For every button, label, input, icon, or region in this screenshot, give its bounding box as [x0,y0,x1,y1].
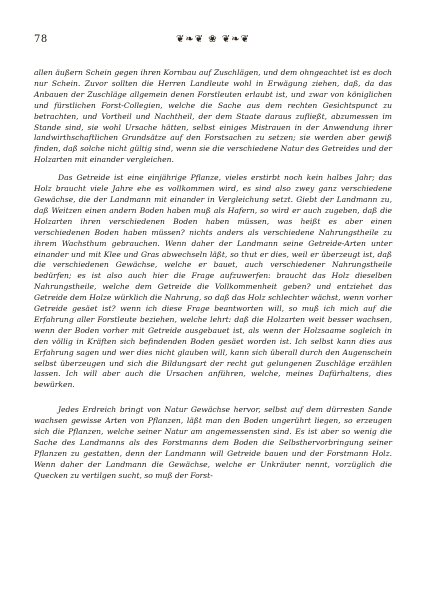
body-text [34,68,392,482]
paragraph-2: Das Getreide ist eine einjährige Pflanze, vieles erstirbt noch kein halbes Jahr; das Holz braucht viele Jahre ehe es vollkommen wird, es sind also zwey ganz verschiedene Gewächse, die der Landmann mit einander in Vergleichung setzt. Giebt der Landmann zu, daß Weitzen einen andern Boden haben muß als Hafern, so wird er auch zugeben, daß die Holzarten ihren verschiedenen Boden haben müssen, was heißt es aber einen verschiedenen Boden haben müssen? nichts anders als verschiedene Nahrungstheile zu ihrem Wachsthum gebrauchen. Wenn daher der Landmann seine Getreide-Arten unter einander und mit Klee und Gras abwechseln läßt, so thut er dies, weil er überzeugt ist, daß die verschiedenen Gewächse, welche er bauet, auch verschiedener Nahrungstheile bedürfen; es ist also auch hier die Frage aufzuwerfen: braucht das Holz dieselben Nahrungstheile, welche dem Getreide die Vollkommenheit geben? und entziehet das Getreide dem Holze würklich die Nahrung, so daß das Holz schlechter wächst, wenn vorher Getreide gesäet ist? wenn ich diese Frage beantworten will, so muß ich mich auf die Erfahrung aller Forstleute beziehen, welche lehrt: daß die Holzarten weit besser wachsen, wenn der Boden vorher mit Getreide ausgebauet ist, als wenn der Holzsaame sogleich in den völlig in Kräften sich befindenden Boden gesäet worden ist. Ich selbst kann dies aus Erfahrung sagen und wer dies nicht glauben will, kann sich überall durch den Augenschein selbst überzeugen und sich die Bildungsart der recht gut gelungenen Zuschläge erzählen lassen. Ich will aber auch die Ursachen anführen, welche, meines Dafürhaltens, dies bewürken. [34,173,392,390]
header-ornament-icon: ❦❧❦ ❀ ❦❧❦ [175,34,250,45]
paragraph-3: Jedes Erdreich bringt von Natur Gewächse hervor, selbst auf dem dürresten Sande wachsen gewisse Arten von Pflanzen, läßt man den Boden ungerührt liegen, so erzeugen sich die Pflanzen, welche seiner Natur am angemessensten sind. Es ist aber so wenig die Sache des Landmanns als des Forstmanns dem Boden die Selbsthervorbringung seiner Pflanzen zu gestatten, denn der Landmann will Getreide bauen und der Forstmann Holz. Wenn daher der Landmann die Gewächse, welche er Unkräuter nennt, vorzüglich die Quecken zu vertilgen sucht, so muß der Forst- [34,405,392,480]
paragraph-1: allen äußern Schein gegen ihren Kornbau auf Zuschlägen, und dem ohngeachtet ist es doch nur Schein. Zuvor sollten die Herren Landleute wohl in Erwägung ziehen, daß, da das Anbauen der Zuschläge allgemein denen Forstleuten erlaubt ist, und zwar von königlichen und fürstlichen Forst-Collegien, welche die Sache aus dem rechten Gesichtspunct zu betrachten, und Vortheil und Nachtheil, der dem Staate daraus zufließt, abzumessen im Stande sind, sie wohl Ursache hätten, selbst einiges Mistrauen in der Anwendung ihrer landwirthschaftlichen Grundsätze auf den Forstsachen zu setzen; sie werden aber gewiß finden, daß solche nicht gültig sind, wenn sie die verschiedene Natur des Getreides und der Holzarten mit einander vergleichen. [34,68,392,165]
page-number: 78 [34,34,48,45]
page-header [34,30,392,50]
